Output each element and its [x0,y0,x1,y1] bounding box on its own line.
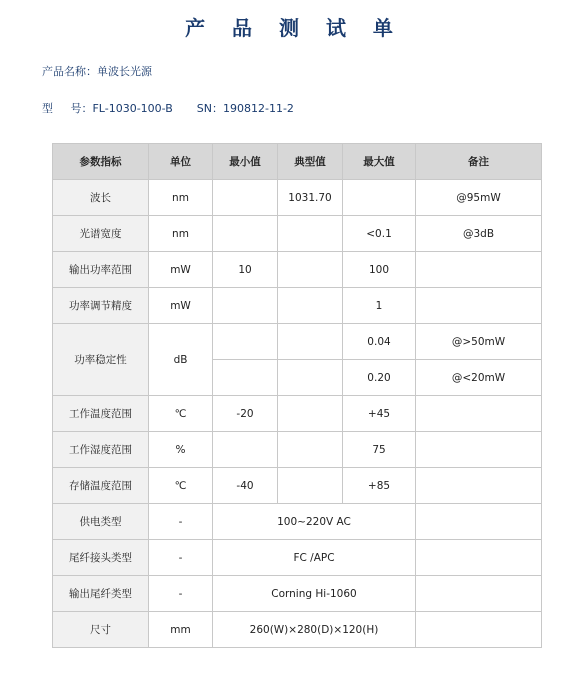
min-cell: -40 [213,468,278,504]
unit-cell: dB [149,324,213,396]
table-row [53,504,542,540]
table-row [53,324,542,360]
typ-cell [278,324,343,360]
table-row [53,540,542,576]
unit-cell: mW [149,252,213,288]
note-cell: @95mW [416,180,542,216]
model-number: 型 号：FL-1030-100-B [42,102,173,115]
typ-cell [278,288,343,324]
unit-cell: - [149,540,213,576]
min-cell: 10 [213,252,278,288]
table-row [53,612,542,648]
param-cell: 功率稳定性 [53,324,149,396]
table-row [53,396,542,432]
max-cell: <0.1 [343,216,416,252]
param-cell: 光谱宽度 [53,216,149,252]
max-cell [343,180,416,216]
typ-cell [278,432,343,468]
unit-cell: % [149,432,213,468]
table-row [53,252,542,288]
unit-cell: nm [149,180,213,216]
typ-cell [278,216,343,252]
note-cell [416,252,542,288]
note-cell [416,468,542,504]
param-cell: 功率调节精度 [53,288,149,324]
table-row [53,576,542,612]
note-cell: @<20mW [416,360,542,396]
max-cell: +85 [343,468,416,504]
spec-table [52,143,542,648]
page-title: 产 品 测 试 单 [185,16,403,40]
param-cell: 输出功率范围 [53,252,149,288]
param-cell: 输出尾纤类型 [53,576,149,612]
product-name: 产品名称：单波长光源 [42,65,152,78]
min-cell [213,324,278,360]
min-cell [213,288,278,324]
note-cell [416,396,542,432]
table-row [53,216,542,252]
param-cell: 尾纤接头类型 [53,540,149,576]
value-cell: 260(W)×280(D)×120(H) [213,612,416,648]
unit-cell: - [149,504,213,540]
max-cell: 100 [343,252,416,288]
header-note: 备注 [416,144,542,180]
unit-cell: nm [149,216,213,252]
min-cell: -20 [213,396,278,432]
typ-cell [278,252,343,288]
max-cell: 75 [343,432,416,468]
note-cell [416,540,542,576]
max-cell: 0.20 [343,360,416,396]
param-cell: 工作湿度范围 [53,432,149,468]
unit-cell: - [149,576,213,612]
typ-cell: 1031.70 [278,180,343,216]
note-cell: @>50mW [416,324,542,360]
value-cell: Corning Hi-1060 [213,576,416,612]
header-param: 参数指标 [53,144,149,180]
typ-cell [278,360,343,396]
min-cell [213,216,278,252]
min-cell [213,432,278,468]
unit-cell: mW [149,288,213,324]
min-cell [213,180,278,216]
note-cell [416,576,542,612]
param-cell: 工作温度范围 [53,396,149,432]
table-row [53,288,542,324]
note-cell [416,612,542,648]
unit-cell: ℃ [149,468,213,504]
max-cell: +45 [343,396,416,432]
note-cell [416,504,542,540]
header-unit: 单位 [149,144,213,180]
max-cell: 1 [343,288,416,324]
unit-cell: ℃ [149,396,213,432]
table-row [53,468,542,504]
param-cell: 供电类型 [53,504,149,540]
note-cell [416,432,542,468]
value-cell: FC /APC [213,540,416,576]
param-cell: 波长 [53,180,149,216]
table-row [53,180,542,216]
header-min: 最小值 [213,144,278,180]
typ-cell [278,468,343,504]
param-cell: 尺寸 [53,612,149,648]
param-cell: 存储温度范围 [53,468,149,504]
value-cell: 100~220V AC [213,504,416,540]
unit-cell: mm [149,612,213,648]
header-max: 最大值 [343,144,416,180]
serial-number: SN：190812-11-2 [196,102,294,115]
note-cell [416,288,542,324]
model-line [42,100,294,116]
max-cell: 0.04 [343,324,416,360]
typ-cell [278,396,343,432]
header-typ: 典型值 [278,144,343,180]
table-row [53,432,542,468]
note-cell: @3dB [416,216,542,252]
table-header-row [53,144,542,180]
min-cell [213,360,278,396]
